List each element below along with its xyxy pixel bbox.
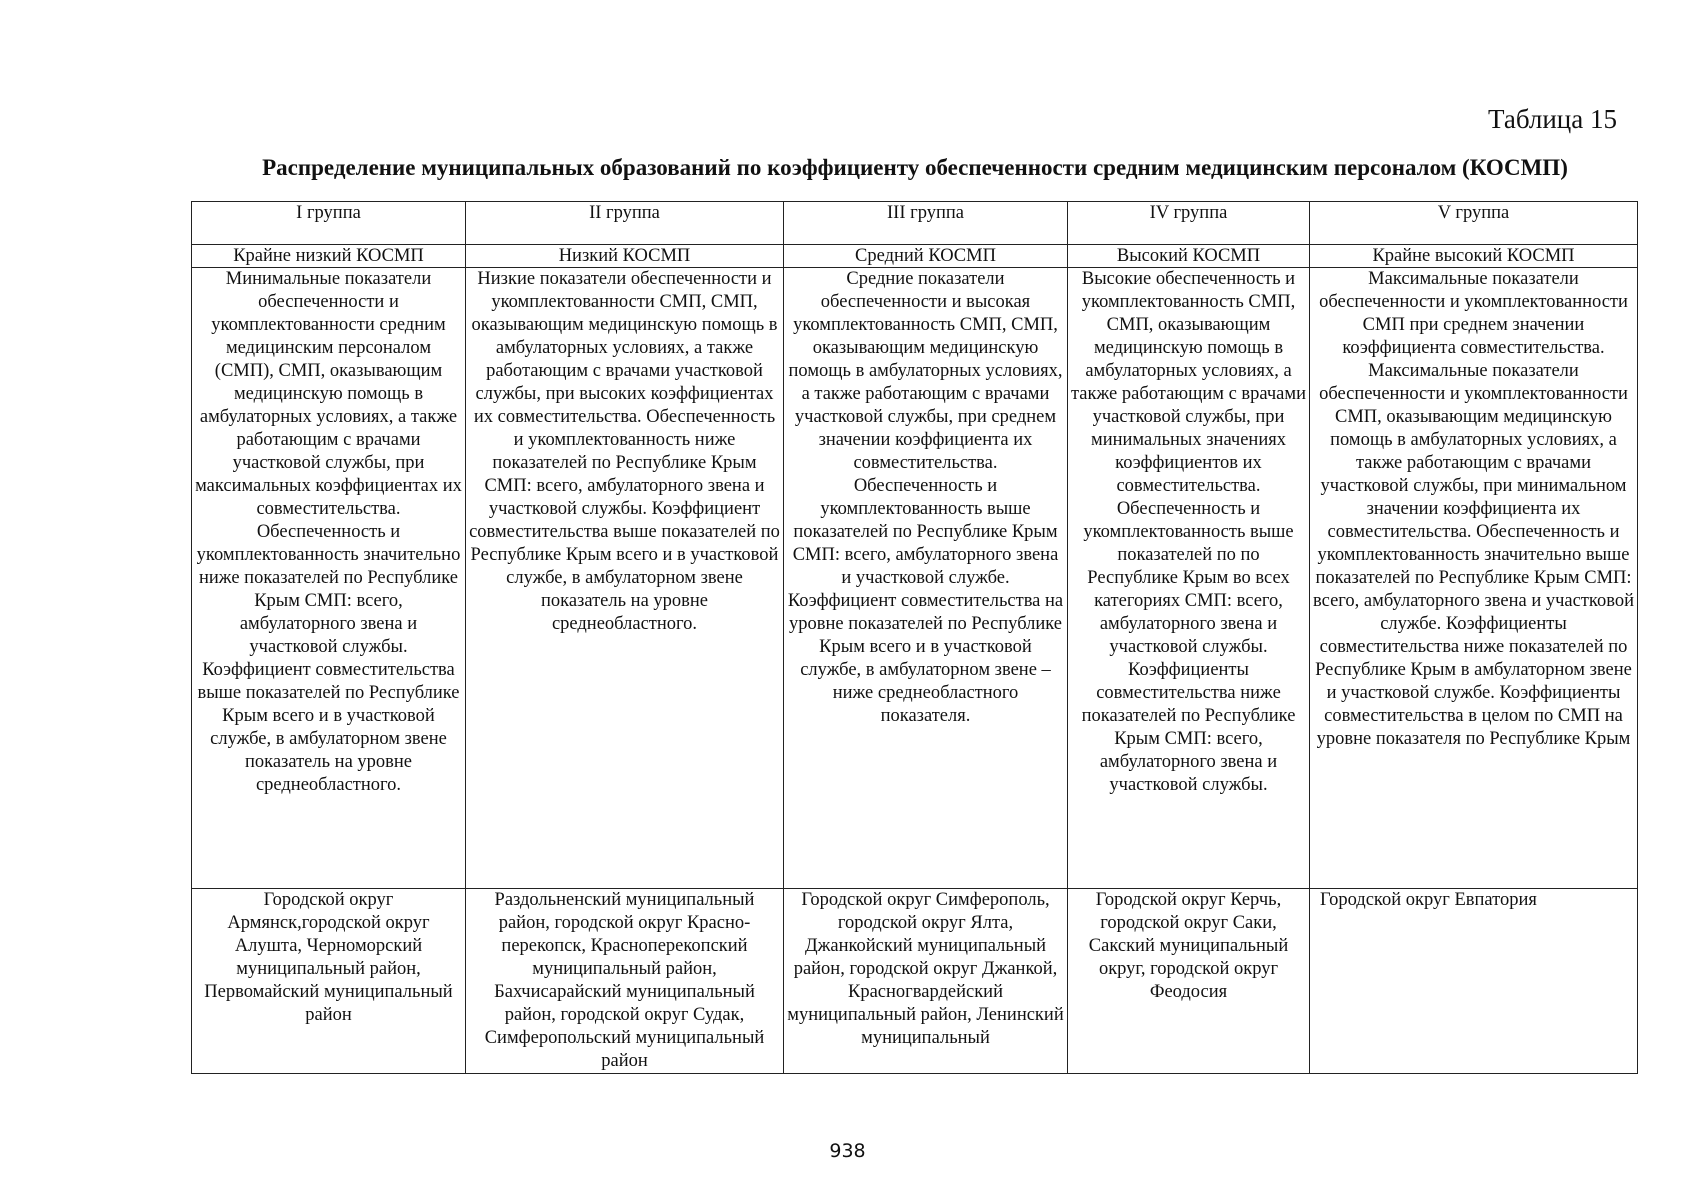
description-cell: Высокие обеспеченность и укомплектованность СМП, СМП, оказывающим медицинскую помощь в амбулаторных условиях, а также работающим с врачами участковой службы, при минимальных значениях коэффициентов их совместительства. Обеспеченность и укомплектованность выше показателей по по Республике Крым во всех категориях СМП: всего, амбулаторного звена и участковой службы. Коэффициенты совместительства ниже показателей по Республике Крым СМП: всего, амбулаторного звена и участковой службы. bbox=[1068, 268, 1310, 889]
description-cell: Низкие показатели обеспеченности и укомплектованности СМП, СМП, оказывающим медицинскую помощь в амбулаторных условиях, а также работающим с врачами участковой службы, при высоких коэффициентах их совместительства. Обеспеченность и укомплектованность ниже показателей по Республике Крым СМП: всего, амбулаторного звена и участковой службы. Коэффициент совместительства выше показателей по Республике Крым всего и в участковой службе, в амбулаторном звене показатель на уровне среднеобластного. bbox=[466, 268, 784, 889]
group-header-cell: I группа bbox=[192, 202, 466, 245]
level-cell: Крайне высокий КОСМП bbox=[1310, 245, 1638, 268]
municipalities-cell: Городской округ Керчь, городской округ Саки, Сакский муниципальный округ, городской округ Феодосия bbox=[1068, 889, 1310, 1074]
group-header-cell: II группа bbox=[466, 202, 784, 245]
distribution-table bbox=[191, 201, 1638, 1074]
municipalities-cell: Городской округ Симферополь, городской округ Ялта, Джанкойский муниципальный район, городской округ Джанкой, Красногвардейский муниципальный район, Ленинский муниципальный bbox=[784, 889, 1068, 1074]
municipalities-cell: Городской округ Армянск,городской округ Алушта, Черноморский муниципальный район, Первомайский муниципальный район bbox=[192, 889, 466, 1074]
level-cell: Крайне низкий КОСМП bbox=[192, 245, 466, 268]
description-cell: Минимальные показатели обеспеченности и укомплектованности средним медицинским персоналом (СМП), СМП, оказывающим медицинскую помощь в амбулаторных условиях, а также работающим с врачами участковой службы, при максимальных коэффициентах их совместительства. Обеспеченность и укомплектованность значительно ниже показателей по Республике Крым СМП: всего, амбулаторного звена и участковой службы. Коэффициент совместительства выше показателей по Республике Крым всего и в участковой службе, в амбулаторном звене показатель на уровне среднеобластного. bbox=[192, 268, 466, 889]
municipalities-row bbox=[192, 889, 1638, 1074]
description-row bbox=[192, 268, 1638, 889]
table-number-label: Таблица 15 bbox=[1488, 104, 1617, 134]
municipalities-cell: Раздольненский муниципальный район, городской округ Красно-перекопск, Красноперекопский муниципальный район, Бахчисарайский муниципальный район, городской округ Судак, Симферопольский муниципальный район bbox=[466, 889, 784, 1074]
level-cell: Высокий КОСМП bbox=[1068, 245, 1310, 268]
description-cell: Средние показатели обеспеченности и высокая укомплектованность СМП, СМП, оказывающим медицинскую помощь в амбулаторных условиях, а также работающим с врачами участковой службы, при среднем значении коэффициента их совместительства. Обеспеченность и укомплектованность выше показателей по Республике Крым СМП: всего, амбулаторного звена и участковой службе. Коэффициент совместительства на уровне показателей по Республике Крым всего и в участковой службе, в амбулаторном звене – ниже среднеобластного показателя. bbox=[784, 268, 1068, 889]
group-header-cell: IV группа bbox=[1068, 202, 1310, 245]
description-cell: Максимальные показатели обеспеченности и укомплектованности СМП при среднем значении коэффициента совместительства. Максимальные показатели обеспеченности и укомплектованности СМП, оказывающим медицинскую помощь в амбулаторных условиях, а также работающим с врачами участковой службы, при минимальном значении коэффициента их совместительства. Обеспеченность и укомплектованность значительно выше показателей по Республике Крым СМП: всего, амбулаторного звена и участковой службе. Коэффициенты совместительства ниже показателей по Республике Крым в амбулаторном звене и участковой службе. Коэффициенты совместительства в целом по СМП на уровне показателя по Республике Крым bbox=[1310, 268, 1638, 889]
level-cell: Низкий КОСМП bbox=[466, 245, 784, 268]
municipalities-cell: Городской округ Евпатория bbox=[1310, 889, 1638, 1074]
group-header-cell: V группа bbox=[1310, 202, 1638, 245]
group-header-row bbox=[192, 202, 1638, 245]
page-number: 938 bbox=[829, 1140, 866, 1162]
table-title: Распределение муниципальных образований по коэффициенту обеспеченности средним медицинским персоналом (КОСМП) bbox=[262, 155, 1568, 180]
group-header-cell: III группа bbox=[784, 202, 1068, 245]
level-cell: Средний КОСМП bbox=[784, 245, 1068, 268]
level-row bbox=[192, 245, 1638, 268]
